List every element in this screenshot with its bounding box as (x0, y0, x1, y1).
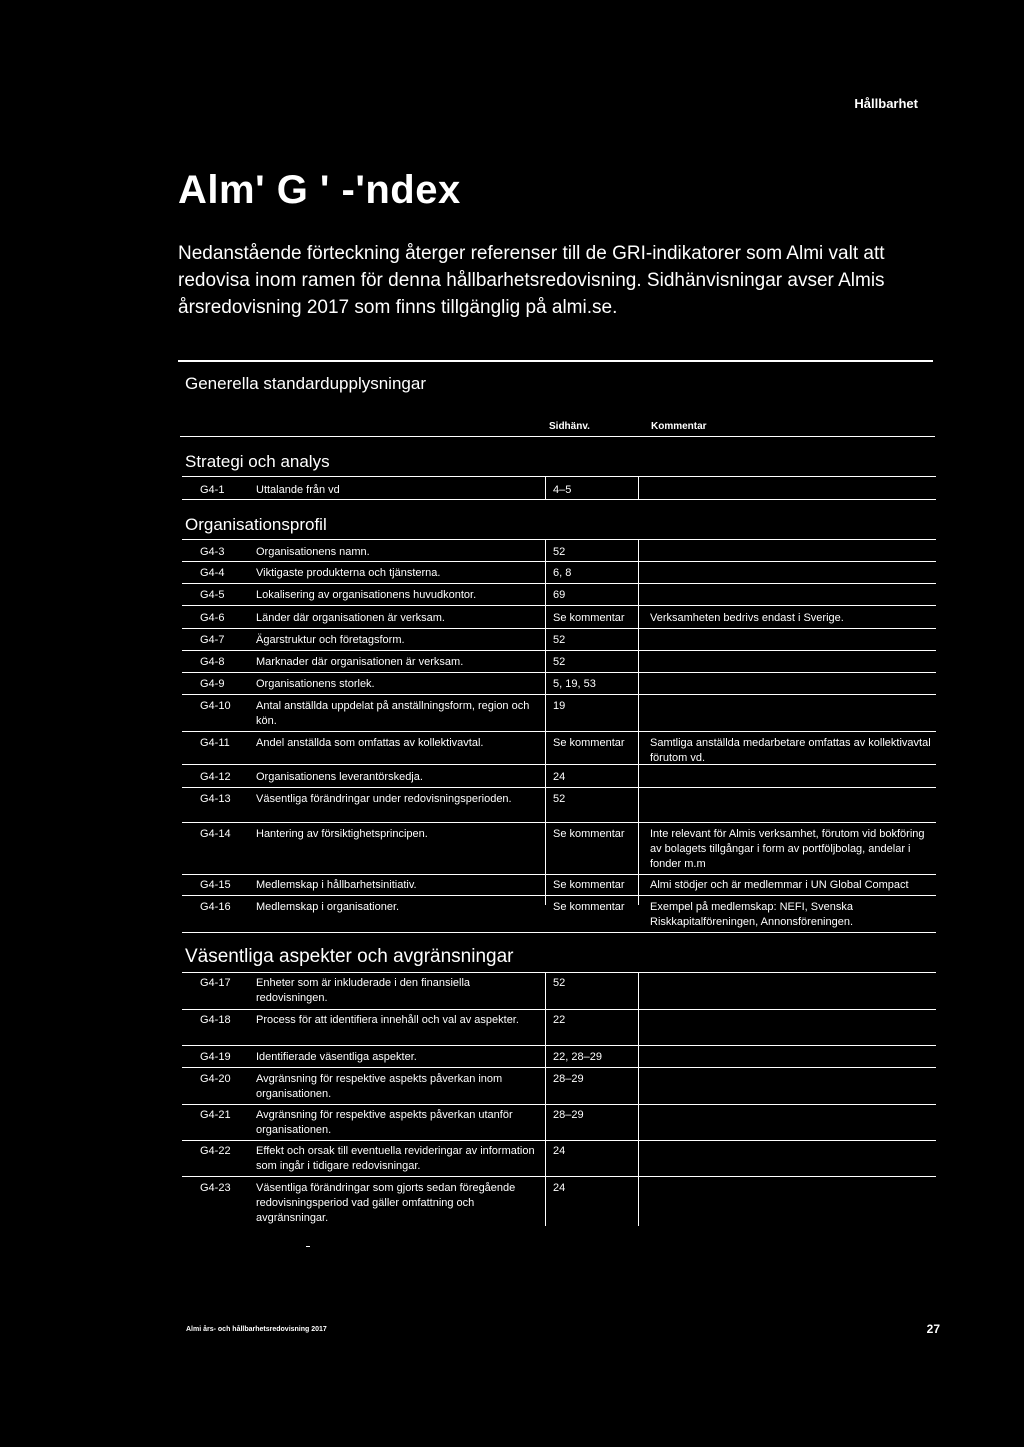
row-line (182, 628, 936, 629)
row-line (182, 932, 936, 933)
row-code: G4-9 (200, 678, 225, 690)
row-line (182, 650, 936, 651)
row-page: Se kommentar (553, 612, 625, 624)
page-title: Alm' G ' -'ndex (178, 168, 461, 212)
row-code: G4-17 (200, 977, 231, 989)
row-desc: Enheter som är inkluderade i den finansiella redovisningen. (256, 977, 471, 1004)
row-page: 52 (553, 546, 566, 558)
row-page: 6, 8 (553, 567, 572, 579)
row-page: 52 (553, 634, 566, 646)
row-desc: Organisationens leverantörskedja. (256, 771, 423, 783)
row-line (182, 895, 936, 896)
stray-mark (306, 1246, 310, 1247)
row-desc: Identifierade väsentliga aspekter. (256, 1051, 417, 1063)
row-line (182, 499, 936, 500)
row-desc: Process för att identifiera innehåll och val av aspekter. (256, 1014, 519, 1026)
row-line (182, 822, 936, 823)
row-line (182, 1104, 936, 1105)
section-title-strategy: Strategi och analys (185, 452, 330, 471)
row-code: G4-22 (200, 1145, 231, 1157)
row-code: G4-11 (200, 737, 230, 749)
row-desc: Avgränsning för respektive aspekts påverkan utanför organisationen. (256, 1109, 513, 1136)
row-code: G4-13 (200, 793, 231, 805)
row-code: G4-23 (200, 1182, 231, 1194)
section-tag: Hållbarhet (854, 96, 918, 111)
row-line (182, 1140, 936, 1141)
intro-text: Nedanstående förteckning återger referenser till de GRI-indikatorer som Almi valt att redovisa inom ramen för denna hållbarhetsredovisning. Sidhänvisningar avser Almis årsredovisning 2017 som finns tillgänglig på almi.se. (178, 243, 885, 318)
row-code: G4-15 (200, 879, 231, 891)
row-code: G4-20 (200, 1073, 231, 1085)
row-line (182, 764, 936, 765)
row-page: 4–5 (553, 484, 572, 496)
row-line (182, 476, 936, 477)
row-desc: Medlemskap i hållbarhetsinitiativ. (256, 879, 417, 891)
row-comment: Almi stödjer och är medlemmar i UN Global Compact (650, 879, 909, 891)
row-line (182, 1067, 936, 1068)
row-line (182, 1176, 936, 1177)
row-line (182, 972, 936, 973)
column-divider (545, 476, 546, 500)
row-code: G4-4 (200, 567, 225, 579)
row-page: 5, 19, 53 (553, 678, 596, 690)
row-page: 24 (553, 1182, 566, 1194)
row-page: 24 (553, 771, 566, 783)
row-line (182, 787, 936, 788)
row-page: 69 (553, 589, 566, 601)
row-code: G4-21 (200, 1109, 231, 1121)
row-code: G4-6 (200, 612, 225, 624)
row-page: 52 (553, 793, 566, 805)
row-desc: Organisationens storlek. (256, 678, 375, 690)
row-desc: Länder där organisationen är verksam. (256, 612, 445, 624)
row-code: G4-3 (200, 546, 225, 558)
row-desc: Avgränsning för respektive aspekts påverkan inom organisationen. (256, 1073, 503, 1100)
row-page: 19 (553, 700, 566, 712)
row-desc: Hantering av försiktighetsprincipen. (256, 828, 428, 840)
row-code: G4-18 (200, 1014, 231, 1026)
row-comment: Inte relevant för Almis verksamhet, förutom vid bokföring av bolagets tillgångar i form av portföljbolag, andelar i fonder m.m (650, 828, 925, 870)
column-header-comment: Kommentar (651, 421, 707, 432)
row-desc: Antal anställda uppdelat på anställningsform, region och kön. (256, 700, 530, 727)
column-divider (545, 539, 546, 905)
row-desc: Väsentliga förändringar som gjorts sedan föregående redovisningsperiod vad gäller omfattning och avgränsningar. (256, 1182, 516, 1224)
column-divider (638, 539, 639, 905)
row-code: G4-8 (200, 656, 225, 668)
row-code: G4-10 (200, 700, 231, 712)
row-code: G4-5 (200, 589, 225, 601)
column-header-page: Sidhänv. (549, 421, 590, 432)
general-title: Generella standardupplysningar (185, 374, 426, 393)
row-line (182, 561, 936, 562)
row-line (182, 605, 936, 606)
column-divider (638, 476, 639, 500)
row-desc: Organisationens namn. (256, 546, 370, 558)
row-desc: Effekt och orsak till eventuella revideringar av information som ingår i tidigare redovisningar. (256, 1145, 535, 1172)
row-page: 52 (553, 977, 566, 989)
row-page: 24 (553, 1145, 566, 1157)
header-rule (180, 436, 935, 437)
row-comment: Samtliga anställda medarbetare omfattas av kollektivavtal förutom vd. (650, 737, 931, 764)
section-title-organisation: Organisationsprofil (185, 515, 327, 534)
row-line (182, 672, 936, 673)
row-desc: Viktigaste produkterna och tjänsterna. (256, 567, 441, 579)
row-page: 52 (553, 656, 566, 668)
row-page: 28–29 (553, 1073, 584, 1085)
row-line (182, 1045, 936, 1046)
row-line (182, 874, 936, 875)
row-code: G4-12 (200, 771, 231, 783)
row-desc: Andel anställda som omfattas av kollektivavtal. (256, 737, 484, 749)
row-line (182, 583, 936, 584)
section-title-aspects: Väsentliga aspekter och avgränsningar (185, 946, 514, 967)
row-line (182, 539, 936, 540)
row-desc: Lokalisering av organisationens huvudkontor. (256, 589, 477, 601)
column-divider (545, 972, 546, 1226)
row-page: 22 (553, 1014, 566, 1026)
row-desc: Uttalande från vd (256, 484, 340, 496)
row-page: 22, 28–29 (553, 1051, 602, 1063)
row-page: Se kommentar (553, 828, 625, 840)
row-line (182, 694, 936, 695)
row-code: G4-19 (200, 1051, 231, 1063)
row-comment: Exempel på medlemskap: NEFI, Svenska Riskkapitalföreningen, Annonsföreningen. (650, 901, 854, 928)
row-line (182, 731, 936, 732)
page-number: 27 (926, 1322, 940, 1336)
row-code: G4-16 (200, 901, 231, 913)
row-code: G4-7 (200, 634, 225, 646)
row-page: Se kommentar (553, 737, 625, 749)
top-rule (178, 360, 933, 362)
row-line (182, 1009, 936, 1010)
row-code: G4-1 (200, 484, 225, 496)
column-divider (638, 972, 639, 1226)
row-code: G4-14 (200, 828, 231, 840)
row-desc: Väsentliga förändringar under redovisningsperioden. (256, 793, 512, 805)
row-page: 28–29 (553, 1109, 584, 1121)
row-desc: Ägarstruktur och företagsform. (256, 634, 405, 646)
row-page: Se kommentar (553, 901, 625, 913)
footer-publication: Almi års- och hållbarhetsredovisning 2017 (186, 1326, 327, 1333)
row-desc: Marknader där organisationen är verksam. (256, 656, 464, 668)
row-page: Se kommentar (553, 879, 625, 891)
row-comment: Verksamheten bedrivs endast i Sverige. (650, 612, 844, 624)
row-desc: Medlemskap i organisationer. (256, 901, 400, 913)
